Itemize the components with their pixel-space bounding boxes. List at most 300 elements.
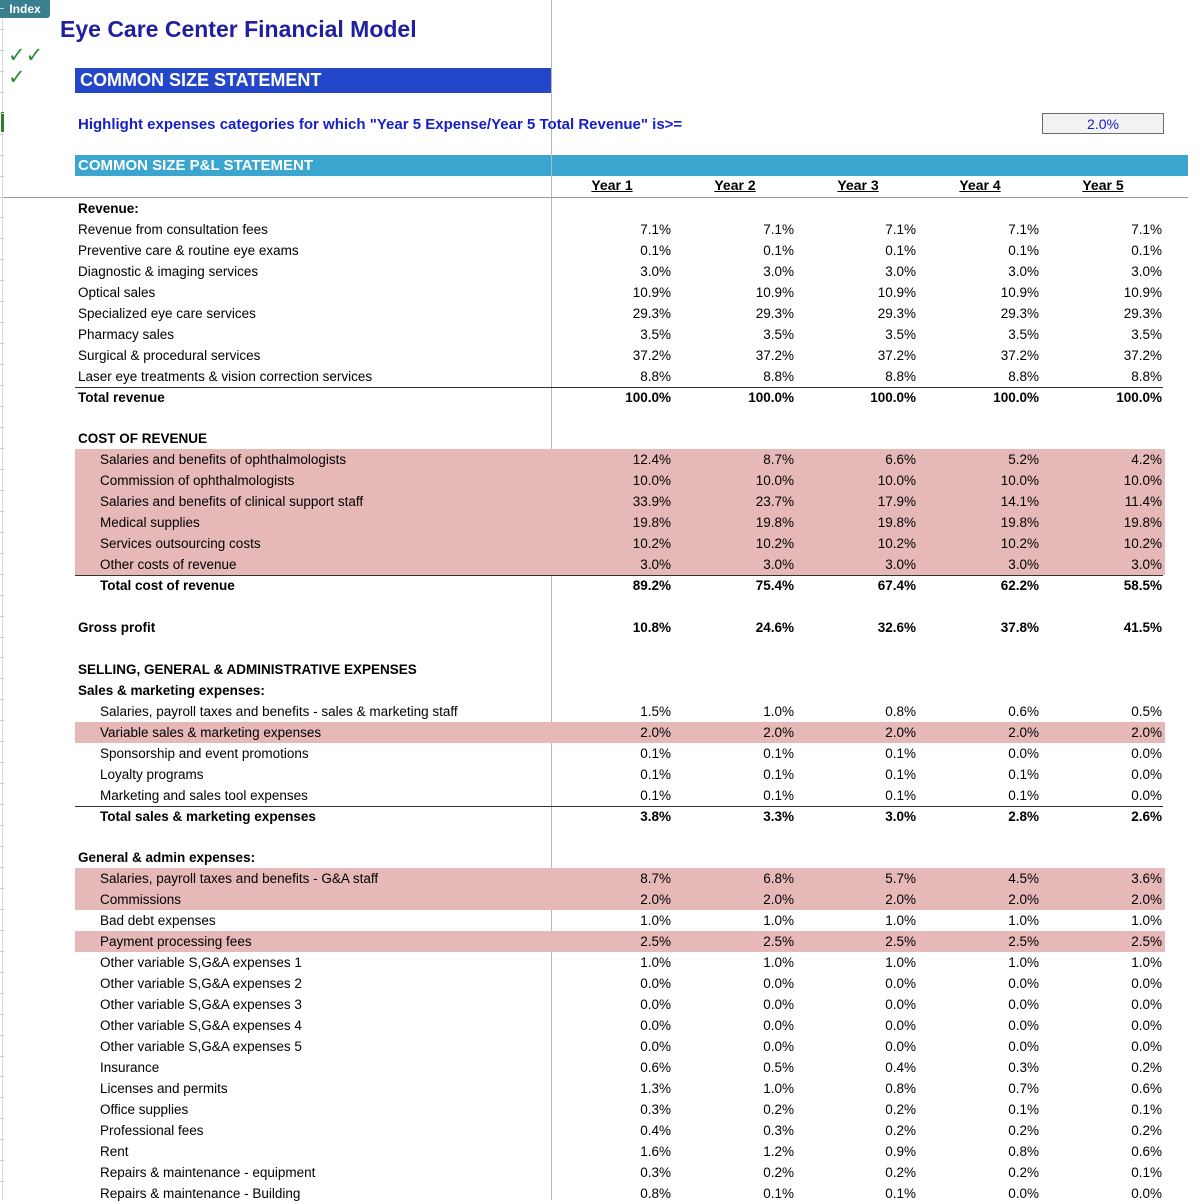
row-gridline-tick — [0, 8, 4, 9]
value-cell-year-3[interactable]: 2.5% — [885, 934, 916, 950]
row-gridline-tick — [0, 134, 4, 135]
row-gridline-tick — [0, 972, 4, 973]
table-row — [0, 261, 1200, 282]
value-cell-year-3[interactable]: 100.0% — [870, 389, 916, 405]
value-cell-year-1[interactable]: 2.5% — [640, 934, 671, 950]
row-gridline-tick — [0, 846, 4, 847]
value-cell-year-1[interactable]: 3.8% — [640, 808, 671, 824]
row-gridline-tick — [0, 238, 4, 239]
value-cell-year-4[interactable]: 10.2% — [1000, 536, 1039, 552]
row-gridline-tick — [0, 678, 4, 679]
table-row — [0, 575, 1200, 596]
value-cell-year-2[interactable]: 1.0% — [763, 955, 794, 971]
value-cell-year-4[interactable]: 0.1% — [1008, 1101, 1039, 1117]
row-label: Total cost of revenue — [100, 578, 235, 594]
value-cell-year-5[interactable]: 0.1% — [1131, 242, 1162, 258]
value-cell-year-5[interactable]: 0.0% — [1131, 766, 1162, 782]
value-cell-year-2[interactable]: 8.8% — [763, 368, 794, 384]
value-cell-year-4[interactable]: 0.8% — [1008, 1143, 1039, 1159]
value-cell-year-1[interactable]: 100.0% — [625, 389, 671, 405]
value-cell-year-1[interactable]: 1.0% — [640, 955, 671, 971]
value-cell-year-1[interactable]: 3.0% — [640, 557, 671, 573]
value-cell-year-1[interactable]: 10.0% — [632, 473, 671, 489]
row-gridline-tick — [0, 301, 4, 302]
value-cell-year-3[interactable]: 0.4% — [885, 1059, 916, 1075]
value-cell-year-4[interactable]: 62.2% — [1000, 578, 1039, 594]
value-cell-year-5[interactable]: 4.2% — [1131, 452, 1162, 468]
value-cell-year-2[interactable]: 0.5% — [763, 1059, 794, 1075]
value-cell-year-2[interactable]: 2.5% — [763, 934, 794, 950]
value-cell-year-3[interactable]: 29.3% — [877, 305, 916, 321]
row-gridline-tick — [0, 993, 4, 994]
value-cell-year-4[interactable]: 100.0% — [993, 389, 1039, 405]
value-cell-year-2[interactable]: 0.0% — [763, 976, 794, 992]
value-cell-year-5[interactable]: 11.4% — [1124, 494, 1162, 510]
value-cell-year-1[interactable]: 10.8% — [632, 620, 671, 635]
value-cell-year-4[interactable]: 2.0% — [1008, 724, 1039, 740]
value-cell-year-4[interactable]: 14.1% — [1000, 494, 1039, 510]
value-cell-year-2[interactable]: 29.3% — [755, 305, 794, 321]
value-cell-year-2[interactable]: 37.2% — [755, 347, 794, 363]
value-cell-year-5[interactable]: 41.5% — [1123, 620, 1162, 635]
table-row — [0, 554, 1200, 575]
value-cell-year-5[interactable]: 1.0% — [1131, 955, 1162, 971]
table-row — [0, 722, 1200, 743]
row-gridline-tick — [0, 448, 4, 449]
table-row — [0, 659, 1200, 680]
table-row — [0, 994, 1200, 1015]
pl-header-bar-extension — [552, 155, 1188, 176]
value-cell-year-2[interactable]: 0.0% — [763, 997, 794, 1013]
value-cell-year-5[interactable]: 3.5% — [1131, 326, 1162, 342]
row-gridline-tick — [0, 469, 4, 470]
table-row — [0, 219, 1200, 240]
index-button[interactable]: Index — [0, 0, 50, 18]
value-cell-year-2[interactable]: 19.8% — [755, 515, 794, 531]
value-cell-year-2[interactable]: 100.0% — [748, 389, 794, 405]
year-header-2: Year 2 — [714, 177, 756, 193]
row-label: Loyalty programs — [100, 766, 204, 782]
value-cell-year-2[interactable]: 3.0% — [763, 263, 794, 279]
value-cell-year-1[interactable]: 37.2% — [632, 347, 671, 363]
value-cell-year-1[interactable]: 0.0% — [640, 997, 671, 1013]
value-cell-year-3[interactable]: 0.2% — [885, 1122, 916, 1138]
value-cell-year-2[interactable]: 0.1% — [763, 787, 794, 803]
value-cell-year-3[interactable]: 6.6% — [885, 452, 916, 468]
row-label: Total sales & marketing expenses — [100, 808, 316, 824]
value-cell-year-1[interactable]: 10.2% — [632, 536, 671, 552]
page-title: Eye Care Center Financial Model — [60, 16, 417, 42]
value-cell-year-3[interactable]: 67.4% — [877, 578, 916, 594]
value-cell-year-2[interactable]: 0.0% — [763, 1018, 794, 1034]
value-cell-year-3[interactable]: 8.8% — [885, 368, 916, 384]
row-label: Medical supplies — [100, 515, 200, 531]
row-gridline-tick — [0, 909, 4, 910]
value-cell-year-5[interactable]: 1.0% — [1131, 913, 1162, 929]
value-cell-year-1[interactable]: 89.2% — [632, 578, 671, 594]
value-cell-year-5[interactable]: 2.5% — [1131, 934, 1162, 950]
value-cell-year-2[interactable]: 75.4% — [755, 578, 794, 594]
value-cell-year-4[interactable]: 0.0% — [1008, 976, 1039, 992]
value-cell-year-5[interactable]: 0.1% — [1131, 1164, 1162, 1180]
value-cell-year-2[interactable]: 1.0% — [763, 913, 794, 929]
value-cell-year-1[interactable]: 0.1% — [640, 745, 671, 761]
value-cell-year-5[interactable]: 0.0% — [1131, 997, 1162, 1013]
pl-statement-header: COMMON SIZE P&L STATEMENT — [75, 155, 551, 176]
value-cell-year-2[interactable]: 7.1% — [763, 221, 794, 237]
value-cell-year-2[interactable]: 0.1% — [763, 1185, 794, 1201]
value-cell-year-1[interactable]: 29.3% — [632, 305, 671, 321]
row-label: Rent — [100, 1143, 129, 1159]
value-cell-year-4[interactable]: 2.5% — [1008, 934, 1039, 950]
value-cell-year-3[interactable]: 0.1% — [885, 1185, 916, 1201]
value-cell-year-1[interactable]: 1.5% — [640, 703, 671, 719]
value-cell-year-3[interactable]: 19.8% — [877, 515, 916, 531]
value-cell-year-4[interactable]: 2.8% — [1008, 808, 1039, 824]
value-cell-year-2[interactable]: 10.9% — [755, 284, 794, 300]
value-cell-year-2[interactable]: 0.2% — [763, 1164, 794, 1180]
value-cell-year-1[interactable]: 12.4% — [632, 452, 671, 468]
value-cell-year-3[interactable]: 3.0% — [885, 263, 916, 279]
row-gridline-tick — [0, 1056, 4, 1057]
value-cell-year-5[interactable]: 3.0% — [1131, 557, 1162, 573]
value-cell-year-5[interactable]: 3.6% — [1131, 871, 1162, 887]
table-row — [0, 952, 1200, 973]
value-cell-year-4[interactable]: 10.9% — [1000, 284, 1039, 300]
value-cell-year-3[interactable]: 3.5% — [885, 326, 916, 342]
value-cell-year-1[interactable]: 8.8% — [640, 368, 671, 384]
value-cell-year-4[interactable]: 29.3% — [1000, 305, 1039, 321]
value-cell-year-3[interactable]: 10.9% — [877, 284, 916, 300]
value-cell-year-4[interactable]: 0.0% — [1008, 997, 1039, 1013]
value-cell-year-1[interactable]: 0.6% — [640, 1059, 671, 1075]
value-cell-year-2[interactable]: 6.8% — [763, 871, 794, 887]
value-cell-year-3[interactable]: 0.1% — [885, 787, 916, 803]
value-cell-year-1[interactable]: 0.8% — [640, 1185, 671, 1201]
row-gridline-tick — [0, 50, 4, 51]
value-cell-year-4[interactable]: 10.0% — [1000, 473, 1039, 489]
value-cell-year-5[interactable]: 0.0% — [1131, 1018, 1162, 1034]
table-row — [0, 680, 1200, 701]
value-cell-year-2[interactable]: 1.2% — [763, 1143, 794, 1159]
value-cell-year-4[interactable]: 0.3% — [1008, 1059, 1039, 1075]
value-cell-year-4[interactable]: 19.8% — [1000, 515, 1039, 531]
row-label: Sales & marketing expenses: — [78, 682, 265, 698]
value-cell-year-2[interactable]: 2.0% — [763, 892, 794, 908]
value-cell-year-5[interactable]: 0.5% — [1131, 703, 1162, 719]
total-rule — [75, 806, 1163, 807]
row-label: COST OF REVENUE — [78, 431, 208, 447]
row-gridline-tick — [0, 490, 4, 491]
value-cell-year-1[interactable]: 0.0% — [640, 1039, 671, 1054]
row-label: Pharmacy sales — [78, 326, 175, 342]
value-cell-year-5[interactable]: 0.0% — [1131, 787, 1162, 803]
value-cell-year-1[interactable]: 3.5% — [640, 326, 671, 342]
value-cell-year-1[interactable]: 7.1% — [640, 221, 671, 237]
year-header-5: Year 5 — [1082, 177, 1124, 193]
row-label: Licenses and permits — [100, 1080, 228, 1096]
table-row — [0, 701, 1200, 722]
value-cell-year-3[interactable]: 2.0% — [885, 724, 916, 740]
value-cell-year-4[interactable]: 7.1% — [1008, 221, 1039, 237]
row-label: Salaries, payroll taxes and benefits - sales & marketing staff — [100, 703, 458, 719]
value-cell-year-5[interactable]: 0.0% — [1131, 976, 1162, 992]
status-indicator-bar — [1, 112, 4, 132]
table-row — [0, 345, 1200, 366]
value-cell-year-3[interactable]: 0.8% — [885, 703, 916, 719]
value-cell-year-5[interactable]: 10.0% — [1123, 473, 1162, 489]
table-row — [0, 491, 1200, 512]
value-cell-year-3[interactable]: 0.0% — [885, 1039, 916, 1054]
value-cell-year-5[interactable]: 29.3% — [1123, 305, 1162, 321]
value-cell-year-3[interactable]: 0.8% — [885, 1080, 916, 1096]
table-row — [0, 428, 1200, 449]
year-header-1: Year 1 — [591, 177, 633, 193]
value-cell-year-4[interactable]: 1.0% — [1008, 955, 1039, 971]
value-cell-year-2[interactable]: 3.0% — [763, 557, 794, 573]
table-row — [0, 1036, 1200, 1057]
value-cell-year-2[interactable]: 0.1% — [763, 745, 794, 761]
row-gridline-tick — [0, 825, 4, 826]
row-label: Salaries and benefits of ophthalmologists — [100, 452, 347, 468]
value-cell-year-5[interactable]: 2.6% — [1131, 808, 1162, 824]
value-cell-year-3[interactable]: 7.1% — [885, 221, 916, 237]
value-cell-year-2[interactable]: 0.1% — [763, 766, 794, 782]
value-cell-year-5[interactable]: 7.1% — [1131, 221, 1162, 237]
value-cell-year-2[interactable]: 0.3% — [763, 1122, 794, 1138]
value-cell-year-1[interactable]: 0.3% — [640, 1101, 671, 1117]
table-row — [0, 973, 1200, 994]
table-row — [0, 1078, 1200, 1099]
row-label: Bad debt expenses — [100, 913, 216, 929]
value-cell-year-1[interactable]: 2.0% — [640, 892, 671, 908]
value-cell-year-4[interactable]: 0.1% — [1008, 242, 1039, 258]
value-cell-year-5[interactable]: 2.0% — [1131, 892, 1162, 908]
value-cell-year-2[interactable]: 8.7% — [763, 452, 794, 468]
row-label: Commission of ophthalmologists — [100, 473, 295, 489]
value-cell-year-4[interactable]: 0.1% — [1008, 787, 1039, 803]
value-cell-year-5[interactable]: 100.0% — [1116, 389, 1162, 405]
value-cell-year-2[interactable]: 0.2% — [763, 1101, 794, 1117]
row-label: Laser eye treatments & vision correction services — [78, 368, 373, 384]
value-cell-year-1[interactable]: 0.1% — [640, 787, 671, 803]
value-cell-year-3[interactable]: 3.0% — [885, 557, 916, 573]
value-cell-year-1[interactable]: 0.3% — [640, 1164, 671, 1180]
value-cell-year-3[interactable]: 0.1% — [885, 745, 916, 761]
checkmark-icon: ✓✓ ✓ — [8, 43, 44, 89]
value-cell-year-5[interactable]: 8.8% — [1131, 368, 1162, 384]
value-cell-year-1[interactable]: 3.0% — [640, 263, 671, 279]
row-gridline-tick — [0, 595, 4, 596]
value-cell-year-4[interactable]: 3.0% — [1008, 557, 1039, 573]
value-cell-year-5[interactable]: 0.2% — [1131, 1122, 1162, 1138]
spacer-row — [0, 596, 1200, 617]
year-header-4: Year 4 — [959, 177, 1001, 193]
value-cell-year-1[interactable]: 1.0% — [640, 913, 671, 929]
value-cell-year-4[interactable]: 0.0% — [1008, 1039, 1039, 1054]
table-row — [0, 1015, 1200, 1036]
value-cell-year-3[interactable]: 0.0% — [885, 997, 916, 1013]
value-cell-year-5[interactable]: 0.0% — [1131, 1039, 1162, 1054]
value-cell-year-2[interactable]: 10.0% — [755, 473, 794, 489]
value-cell-year-2[interactable]: 0.0% — [763, 1039, 794, 1054]
value-cell-year-3[interactable]: 0.1% — [885, 766, 916, 782]
value-cell-year-4[interactable]: 0.2% — [1008, 1122, 1039, 1138]
value-cell-year-4[interactable]: 0.6% — [1008, 703, 1039, 719]
value-cell-year-1[interactable]: 0.1% — [640, 766, 671, 782]
value-cell-year-1[interactable]: 19.8% — [632, 515, 671, 531]
value-cell-year-3[interactable]: 0.2% — [885, 1164, 916, 1180]
value-cell-year-3[interactable]: 10.2% — [877, 536, 916, 552]
row-gridline-tick — [0, 616, 4, 617]
value-cell-year-5[interactable]: 0.0% — [1131, 1185, 1162, 1201]
row-gridline-tick — [0, 29, 4, 30]
value-cell-year-3[interactable]: 0.2% — [885, 1101, 916, 1117]
value-cell-year-4[interactable]: 3.0% — [1008, 263, 1039, 279]
value-cell-year-5[interactable]: 0.1% — [1131, 1101, 1162, 1117]
value-cell-year-3[interactable]: 0.1% — [885, 242, 916, 258]
row-label: Marketing and sales tool expenses — [100, 787, 308, 803]
value-cell-year-4[interactable]: 37.8% — [1000, 620, 1039, 635]
value-cell-year-4[interactable]: 0.7% — [1008, 1080, 1039, 1096]
value-cell-year-2[interactable]: 1.0% — [763, 1080, 794, 1096]
value-cell-year-5[interactable]: 0.2% — [1131, 1059, 1162, 1075]
value-cell-year-4[interactable]: 3.5% — [1008, 326, 1039, 342]
value-cell-year-5[interactable]: 10.9% — [1123, 284, 1162, 300]
total-rule — [75, 387, 1163, 388]
value-cell-year-5[interactable]: 0.6% — [1131, 1080, 1162, 1096]
value-cell-year-1[interactable]: 1.6% — [640, 1143, 671, 1159]
value-cell-year-1[interactable]: 8.7% — [640, 871, 671, 887]
value-cell-year-5[interactable]: 2.0% — [1131, 724, 1162, 740]
row-gridline-tick — [0, 741, 4, 742]
row-label: Commissions — [100, 892, 182, 908]
value-cell-year-3[interactable]: 5.7% — [885, 871, 916, 887]
row-gridline-tick — [0, 511, 4, 512]
table-row — [0, 889, 1200, 910]
value-cell-year-4[interactable]: 0.0% — [1008, 745, 1039, 761]
value-cell-year-5[interactable]: 58.5% — [1123, 578, 1162, 594]
value-cell-year-2[interactable]: 0.1% — [763, 242, 794, 258]
value-cell-year-1[interactable]: 10.9% — [632, 284, 671, 300]
row-label: Professional fees — [100, 1122, 204, 1138]
value-cell-year-2[interactable]: 3.5% — [763, 326, 794, 342]
spacer-row — [0, 638, 1200, 659]
value-cell-year-3[interactable]: 32.6% — [877, 620, 916, 635]
value-cell-year-3[interactable]: 0.0% — [885, 976, 916, 992]
row-gridline-tick — [0, 930, 4, 931]
value-cell-year-3[interactable]: 1.0% — [885, 955, 916, 971]
row-gridline-tick — [0, 720, 4, 721]
table-row — [0, 868, 1200, 889]
value-cell-year-3[interactable]: 17.9% — [877, 494, 916, 510]
total-rule — [75, 575, 1163, 576]
value-cell-year-2[interactable]: 1.0% — [763, 703, 794, 719]
row-label: Other variable S,G&A expenses 3 — [100, 997, 302, 1013]
value-cell-year-1[interactable]: 0.0% — [640, 976, 671, 992]
value-cell-year-5[interactable]: 3.0% — [1131, 263, 1162, 279]
value-cell-year-2[interactable]: 23.7% — [755, 494, 794, 510]
value-cell-year-1[interactable]: 0.1% — [640, 242, 671, 258]
value-cell-year-4[interactable]: 8.8% — [1008, 368, 1039, 384]
value-cell-year-2[interactable]: 3.3% — [763, 808, 794, 824]
value-cell-year-4[interactable]: 0.0% — [1008, 1018, 1039, 1034]
row-label: SELLING, GENERAL & ADMINISTRATIVE EXPENSES — [78, 661, 417, 677]
threshold-input[interactable]: 2.0% — [1042, 113, 1164, 134]
table-row — [0, 449, 1200, 470]
value-cell-year-2[interactable]: 24.6% — [755, 620, 794, 635]
value-cell-year-3[interactable]: 37.2% — [877, 347, 916, 363]
spacer-row — [0, 827, 1200, 848]
table-row — [0, 324, 1200, 345]
value-cell-year-5[interactable]: 0.6% — [1131, 1143, 1162, 1159]
row-label: Diagnostic & imaging services — [78, 263, 259, 279]
row-label: Revenue from consultation fees — [78, 221, 268, 237]
value-cell-year-1[interactable]: 0.0% — [640, 1018, 671, 1034]
value-cell-year-1[interactable]: 2.0% — [640, 724, 671, 740]
value-cell-year-5[interactable]: 10.2% — [1123, 536, 1162, 552]
row-gridline-tick — [0, 637, 4, 638]
table-row — [0, 470, 1200, 491]
table-row — [0, 1057, 1200, 1078]
value-cell-year-1[interactable]: 0.4% — [640, 1122, 671, 1138]
row-label: Gross profit — [78, 620, 156, 635]
value-cell-year-4[interactable]: 0.1% — [1008, 766, 1039, 782]
value-cell-year-3[interactable]: 2.0% — [885, 892, 916, 908]
row-label: Total revenue — [78, 389, 165, 405]
table-row — [0, 743, 1200, 764]
value-cell-year-3[interactable]: 0.9% — [885, 1143, 916, 1159]
year-header-3: Year 3 — [837, 177, 879, 193]
table-row — [0, 910, 1200, 931]
row-gridline-tick — [0, 427, 4, 428]
value-cell-year-5[interactable]: 0.0% — [1131, 745, 1162, 761]
value-cell-year-4[interactable]: 5.2% — [1008, 452, 1039, 468]
table-row — [0, 533, 1200, 554]
row-gridline-tick — [0, 762, 4, 763]
row-gridline-tick — [0, 951, 4, 952]
value-cell-year-2[interactable]: 2.0% — [763, 724, 794, 740]
value-cell-year-5[interactable]: 19.8% — [1123, 515, 1162, 531]
table-row — [0, 847, 1200, 868]
value-cell-year-1[interactable]: 1.3% — [640, 1080, 671, 1096]
row-gridline-tick — [0, 92, 4, 93]
table-row — [0, 1183, 1200, 1204]
row-gridline-tick — [0, 1160, 4, 1161]
row-gridline-tick — [0, 113, 4, 114]
value-cell-year-3[interactable]: 1.0% — [885, 913, 916, 929]
value-cell-year-4[interactable]: 4.5% — [1008, 871, 1039, 887]
section-header-common-size: COMMON SIZE STATEMENT — [75, 68, 551, 93]
value-cell-year-3[interactable]: 10.0% — [877, 473, 916, 489]
value-cell-year-4[interactable]: 0.0% — [1008, 1185, 1039, 1201]
value-cell-year-3[interactable]: 3.0% — [885, 808, 916, 824]
value-cell-year-4[interactable]: 2.0% — [1008, 892, 1039, 908]
value-cell-year-1[interactable]: 33.9% — [632, 494, 671, 510]
row-gridline-tick — [0, 259, 4, 260]
value-cell-year-4[interactable]: 0.2% — [1008, 1164, 1039, 1180]
value-cell-year-2[interactable]: 10.2% — [755, 536, 794, 552]
row-gridline-tick — [0, 1076, 4, 1077]
row-label: Other variable S,G&A expenses 1 — [100, 955, 302, 971]
value-cell-year-5[interactable]: 37.2% — [1123, 347, 1162, 363]
value-cell-year-4[interactable]: 1.0% — [1008, 913, 1039, 929]
value-cell-year-3[interactable]: 0.0% — [885, 1018, 916, 1034]
value-cell-year-4[interactable]: 37.2% — [1000, 347, 1039, 363]
row-label: Specialized eye care services — [78, 305, 256, 321]
row-gridline-tick — [0, 1035, 4, 1036]
row-gridline-tick — [0, 657, 4, 658]
